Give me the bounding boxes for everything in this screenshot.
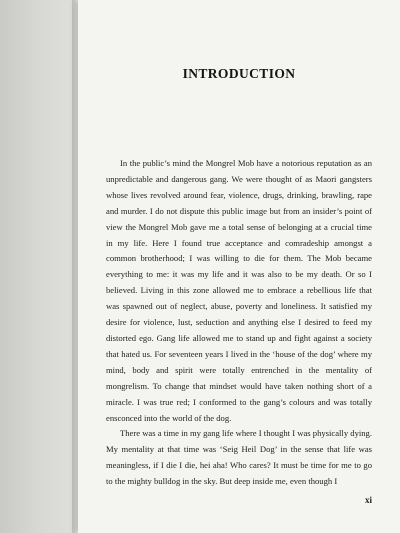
- book-page: [78, 0, 400, 533]
- body-text: [106, 156, 372, 490]
- paragraph-2: There was a time in my gang life where I thought I was physically dying. My mentality at that time was ‘Seig Heil Dog’ in the sense that life was meaningless, if I die I die, hei aha! Who cares? It must be time for me to go to the mighty bulldog in the sky. But deep inside me, even though I: [106, 428, 372, 487]
- paragraph-1: In the public’s mind the Mongrel Mob have a notorious reputation as an unpredictable and dangerous gang. We were thought of as Maori gangsters whose lives revolved around fear, violence, drugs, drinking, brawling, rape and murder. I do not dispute this public image but from an insider’s point of view the Mongrel Mob gave me a total sense of belonging at a crucial time in my life. Here I found true acceptance and comradeship amongst a common brotherhood; I was willing to die for them. The Mob became everything to me: it was my life and it was also to be my death. Or so I believed. Living in this zone allowed me to embrace a rebellious life that was spawned out of neglect, abuse, poverty and loneliness. It satisfied my desire for violence, lust, seduction and anything else I desired to feed my distorted ego. Gang life allowed me to stand up and fight against a society that hated us. For seventeen years I lived in the ‘house of the dog’ where my mind, body and spirit were totally entrenched in the mentality of mongrelism. To change that mindset would have taken nothing short of a miracle. I was true red; I conformed to the gang’s colours and was totally ensconced into the world of the dog.: [106, 158, 372, 423]
- chapter-heading: INTRODUCTION: [182, 66, 296, 81]
- page-number: xi: [364, 495, 372, 505]
